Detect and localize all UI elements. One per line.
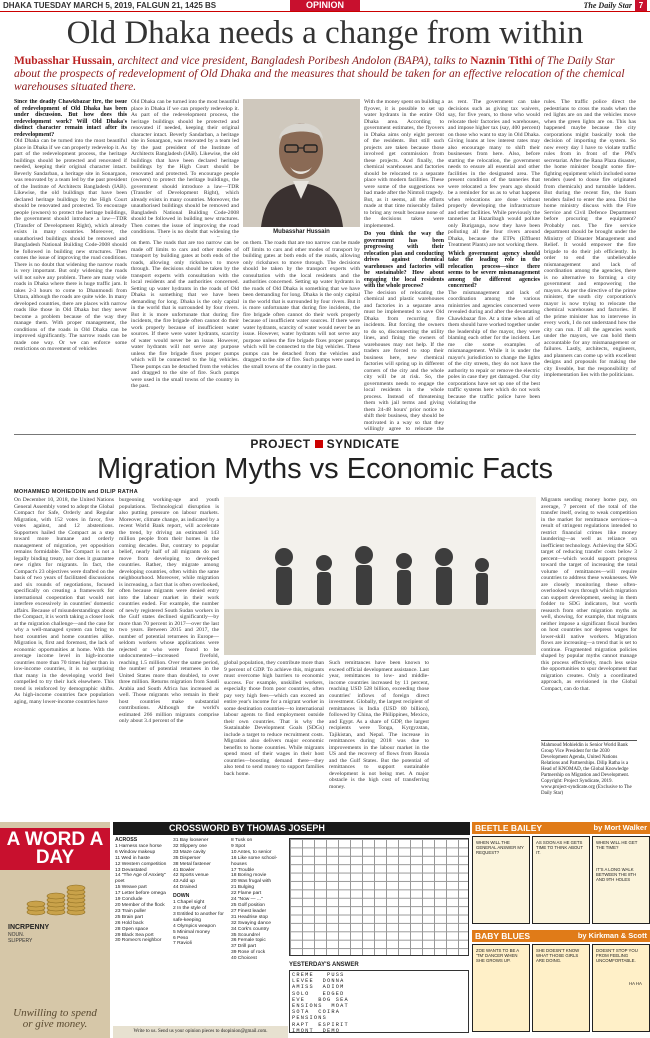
interviewer-name: Naznin Tithi <box>470 55 533 67</box>
question-3: Which government agency should take the leading role in the relocation process—since there seems to be severe mismanagement among the different agencies concerned? <box>448 250 540 289</box>
page-header <box>0 0 650 12</box>
article2-text: global population, they contribute more than 9 percent of GDP. To achieve this, migrants must overcome high barriers to economic success. For example, unskilled workers, especially those from poor countries, often pay very high fees—which can exceed an entire year's income for a migrant worker in some destination countries—to international labour agents to find employment outside their own countries. That is why the Sustainable Development Goals (SDGs) include a target to reduce recruitment costs. Migration also delivers major economic benefits to home countries. While migrants spend most of their wages in their host countries—boosting demand there—they also tend to send money to support families back home. <box>224 660 324 777</box>
comic-title-bar <box>472 822 650 834</box>
migration-illustration <box>224 497 536 655</box>
comic-panel-1 <box>472 944 530 1032</box>
answer-text: on them. The roads that are too narrow can be made off limits to cars and other modes of transport by building gates at both ends of the roads, allowing only rickshaws to move through. The decisions should be taken by the transport experts with consultation with the local residents and the authorities concerned. Setting up water hydrants in the roads of Old Dhaka is something that we have been demanding for long. Dhaka is the only capital in the world that is surrounded by four rivers. But it is more unfortunate that during fire incidents, the fire brigade often cannot do their work properly because of insufficient water sources. If there were water hydrants, scarcity of water would never be an issue. However, water hydrants will not serve any purpose unless the fire brigade fixes proper pumps which will be connected to the big vehicles. These pumps can be detached from the vehicles and dragged to the site of fire. Such pumps were used in the small towns of the country in the past. <box>131 240 239 389</box>
coin-stack-icon <box>22 872 88 920</box>
dateline: DHAKA TUESDAY MARCH 5, 2019, FALGUN 21, 1425 BS <box>3 1 217 10</box>
baby-blues-comic <box>472 930 650 1035</box>
word-a-day-box <box>0 822 110 1038</box>
interviewee-name: Mubasshar Hussain <box>14 55 112 67</box>
crossword-grid[interactable] <box>289 838 469 956</box>
masthead-logo: The Daily Star <box>583 1 632 10</box>
question-1: Since the deadly Chawkbazar fire, the issue of redevelopment of Old Dhaka has been under discussion. But how does this redevelopment work? Will Old Dhaka's distinct character remain intact after its redevelopment? <box>14 99 127 138</box>
word-slogan: Unwilling to spend or give money. <box>13 1007 97 1030</box>
deck-text: of The Daily Star about the prospects of redevelopment of Old Dhaka and the measures that should be taken for an effective relocation of the chemical warehouses situated there. <box>14 55 625 93</box>
article2-column-4 <box>329 660 429 817</box>
article2-text: Migrants sending money home pay, on average, 7 percent of the total of the transfer itself, owing to weak competition in the market for remittance services—a result of stringent regulations intended to restrict financial crimes like money laundering—as well as reliance on inefficient technology. Achieving the SDG target of reducing transfer costs below 3 percent—which would support progress toward the target of increasing the total volume of remittances—will require countries to address these weaknesses. We are closely monitoring these often-overlooked ways through which migration can support development, seeing in them fodder to SDG indicators, but worth research from other migration myths as well, showing, for example, that migrants neither impose a significant fiscal burden on host countries nor depress wages for lower-skill native workers. Migration flows are increasing—a trend that is set to continue. Fragmented migration policies shaped by popular myths cannot manage this process effectively, much less seize the opportunities to spur development that migration creates. Only a coordinated approach, as envisioned in the Global Compact, can do that. <box>541 497 637 692</box>
question-2: Do you think the way the government has been progressing with their relocation plan and conducting drives against chemical warehouses and factories will be sustainable? How about engaging the local residents with the whole process? <box>364 231 444 289</box>
page-number: 7 <box>635 0 647 11</box>
author-note: Mahmoud Mohieldin is Senior World Bank Group Vice President for the 2030 Development Agenda, United Nations Relations and Partnerships. Dilip Ratha is a Head of KNOMAD, the Global Knowledge Partnership on Migration and Development. Copyright: Project Syndicate, 2019. www.project-syndicate.org (Exclusive to The Daily Star) <box>541 740 637 797</box>
speech-bubble: WHEN WILL HE GET THE TIME? <box>596 840 638 850</box>
answer-text: rules. The traffic police direct the pedestrians to cross the roads when the red lights are on and the vehicles move when the green lights are on. This has happened maybe because the city corporations might basically took the decision of importing the system. So now every day I have to violate traffic rules from in front of the PM's secretariat. After the Rana Plaza disaster, the home minister bought some fire-fighting equipment which included some tenders (used to douse fire originated from chemicals) and turntable ladders. But during the recent fire, the foam tenders failed to enter the area. Did the home ministry discuss with the Fire Service and Civil Defence Department before procuring the equipment? Probably not. The fire service department should be brought under the Ministry of Disaster Management and Relief. It would empower the fire brigade to do their job efficiently. In order to end the unbelievable mismanagement and lack of coordination among the agencies, there is no alternative to forming a city government and empowering the mayors. As per the directive of the prime minister, the south city corporation's mayor is now trying to relocate the chemical warehouses and factories. If the prime minister has to intervene in every work, I do not understand how the city can run. If all the agencies work under the mayors, we can hold them accountable for any mismanagement or failures. Lastly, architects, engineers, and planners can come up with excellent designs and proposals for making the city liveable, but the responsibility of implementation lies with the politicians. <box>544 99 636 378</box>
comic-panel-2 <box>532 836 590 924</box>
speech-bubble: SHE DOESN'T KNOW WHAT THOSE GIRLS ARE DOING. <box>536 948 580 963</box>
deck-text: , architect and vice president, Bangladesh Poribesh Andolon (BAPA), talks to <box>111 55 471 67</box>
speech-bubble: DOESN'T STOP YOU FROM FEELING UNCOMFORTABLE. <box>596 948 638 963</box>
answer-text: The mismanagement and lack of coordination among the various ministries and agencies concerned were revealed during and after the devastating Chawkbazar fire. At a time when all of them should have worked together under the leadership of the mayor, they were blaming each other for the incident. Let me cite some examples of mismanagement. While it is under the mayor's jurisdiction to change the lights of the city streets, they do not have the authority to repair or remove the electric poles in case they get damaged. Our city corporations have set up one of the best traffic systems here which do not work because the traffic police have been violating the <box>448 289 540 406</box>
clue-list: 31 Bay loosener 32 Slippery one 33 Maze cavity 35 Disperser 38 Metal fastener 41 Bowler 42 Sports venue 43 Add up 44 Drained <box>173 838 211 891</box>
article-column-2a <box>131 240 239 431</box>
clue-list: 1 Harness race horse 6 Window makeup 11 Wed in haste 12 Western competition 13 Devastated 14 "The Age of Anxiety" poet 15 Weave part 17 Letter before omega 19 Conclude 20 Member of the flock 23 Train puller 25 Brain part 26 Hold back 28 Open space 29 Black Sea port 30 Romeo's neighbor <box>115 843 167 944</box>
photo-caption: Mubasshar Hussain <box>273 229 330 235</box>
article-deck <box>14 55 636 94</box>
article-column-2b <box>243 240 360 431</box>
comic-panel-3 <box>592 944 650 1032</box>
yesterday-answer-heading: YESTERDAY'S ANSWER <box>289 962 359 968</box>
clue-list: 1 Chapel sight 2 In the style of 3 Entitled to another for safe-keeping 4 Olympics weapon 5 Minimal money 6 Peso 7 Ravioli <box>173 900 224 947</box>
comic-panel-3 <box>592 836 650 924</box>
article2-text: burgeoning working-age and youth populations. Technological disruption is also putting pressure on labour markets. Moreover, climate change, as indicated by a recent World Bank report, will accelerate the trend, by driving an estimated 143 million people from their homes in the coming decades. But, contrary to popular belief, nearly half of all migrants do not move from developing to developed countries. Rather, they migrate among developing countries, often within the same neighbourhood. Moreover, while migration is increasing, a fact that is often overlooked, often because migrants were denied entry into the labour market in their work countries ended. For example, the number of newly registered South Sudan workers in the Gulf states declined significantly—by more than 70 percent in 2017—over the last two years. Between 2015 and 2017, the number of potential returnees in Europe—seldom workers whose applications were rejected or who were found to be undocumented—increased fivefold, reaching 1.5 million. Over the same period, the number of potential returnees in the United States more than doubled, to over three million. Returns migration from Saudi Arabia and South Africa has increased as well. Those migrants who remain in their host countries make substantial contributions. Although the world's estimated 266 million migrants comprise only about 3.4 percent of the <box>119 497 219 724</box>
answer-text: The decision of relocating the chemical and plastic warehouses and factories in a separate area must be implemented to save Old Dhaka from recurring fire incidents. But forcing the owners to do so, disconnecting the utility lines, and fining the owners of warehouses may not help. If the traders are forced to stop their business here, new chemical factories will spring up in different corners of the city and the whole city will be at risk. So, the governments needs to engage the local residents in the whole process. Instead of threatening them with jail terms and giving them 24-48 hours' prior notice to shift their business, they should be motivated in a way so that they willingly agree to relocate the <box>364 289 444 431</box>
yesterday-answer-grid: CREME PUSS LEVEE DONNA AMISS ADIOM SOLO EDGED EVE BOG SEA ENSIONS MOAT SOTA COIRA PENSIONS RAPT ESPIRIT IMONT DEMO <box>289 970 469 1033</box>
down-clues <box>231 838 288 962</box>
syndicate-square-icon <box>315 440 323 448</box>
section-divider <box>14 434 636 435</box>
author-photo <box>243 99 360 227</box>
word-definition: NOUN. SLIPPERY <box>8 932 33 944</box>
article-column-5 <box>544 99 636 431</box>
article-column-2-top <box>131 99 239 237</box>
comic-title: BEETLE BAILEY <box>475 823 543 833</box>
article-headline: Old Dhaka needs a change from within <box>66 15 584 51</box>
article2-text: On December 10, 2018, the United Nations General Assembly voted to adopt the Global Compact for Safe, Orderly and Regular Migration, with 152 votes in favor, five votes against, and 12 abstentions. Supporters hailed the Compact as a step toward more humane and orderly management of migration, yet opposition remains formidable. The Compact is not a legally binding treaty, nor does it guarantee new rights for migrants. In fact, the Compact's 23 objectives were drafted on the basis of two years of facilitated discussions and six rounds of negotiations, focused specifically on creating a framework for international cooperation that would not interfere excessively in countries' domestic affairs. Because of misunderstandings about the Compact, it is worth taking a closer look at the migration challenge—and the case for why a well-managed system can bring to host countries and home countries alike. Migration is, first and foremost, the lack of economic opportunities at home. With the average income level in high-income countries more than 70 times higher than in low-income countries, it is no surprising that many in the developing world feel compelled to try their luck elsewhere. This trend is reinforced by demographic shifts. As high-income countries face population aging, many lower-income countries have <box>14 497 114 705</box>
across-clues <box>115 838 171 944</box>
comic-title: BABY BLUES <box>475 931 531 941</box>
comic-author: by Kirkman & Scott <box>577 931 647 940</box>
speech-bubble: WHEN WILL THE GENERAL ANSWER MY REQUEST? <box>476 840 524 855</box>
comic-panel-2 <box>532 944 590 1032</box>
comic-author: by Mort Walker <box>593 823 647 832</box>
submission-note: Write to us. Send us your opinion pieces to dsopinion@gmail.com. <box>113 1026 288 1038</box>
clue-list: 8 Tusk on 9 Spot 10 Antes, to senior 16 Like some school-houses 17 Trouble 18 Boring movie 20 Was frugal with 21 Bulging 22 Flame part 24 "Now — ..." 25 Golf position 27 Finest leader 31 Headrise stop 32 Swaying dance 34 Cork's country 35 Scoundrel 36 Female topic 37 Drill part 39 Rose of rock 40 Choicest <box>231 838 278 962</box>
across-clues-2 <box>173 838 229 947</box>
down-heading: DOWN <box>173 893 190 900</box>
answer-text: on them. The roads that are too narrow can be made off limits to cars and other modes of transport by building gates at both ends of the roads, allowing only rickshaws to move through. The decisions should be taken by the transport experts with consultation with the local residents and the authorities concerned. Setting up water hydrants in the roads of Old Dhaka is something that we have been demanding for long. Dhaka is the only capital in the world that is surrounded by four rivers. But it is more unfortunate that during fire incidents, the fire brigade often cannot do their work properly because of insufficient water sources. If there were water hydrants, scarcity of water would never be an issue. However, water hydrants will not serve any purpose unless the fire brigade fixes proper pumps which will be connected to the big vehicles. These pumps can be detached from the vehicles and dragged to the site of fire. Such pumps were used in the small towns of the country in the past. <box>243 240 360 370</box>
featured-word: INCRPENNY <box>8 924 50 931</box>
article2-column-1 <box>14 497 114 817</box>
article-column-3 <box>364 99 444 431</box>
project-syndicate-logo <box>0 437 650 451</box>
illustration-image <box>224 497 536 655</box>
speech-bubble: IT'S A LONG WALK BETWEEN THE 8TH AND 9TH HOLES <box>596 867 637 882</box>
speech-bubble: AS SOON AS HE GETS TIME TO THINK ABOUT IT. <box>536 840 583 855</box>
syndicate-right: SYNDICATE <box>326 437 400 451</box>
article2-column-5 <box>541 497 637 737</box>
comic-panel-1 <box>472 836 530 924</box>
article2-headline: Migration Myths vs Economic Facts <box>96 453 554 485</box>
article-column-1 <box>14 99 127 431</box>
beetle-bailey-comic <box>472 822 650 927</box>
syndicate-left: PROJECT <box>250 437 311 451</box>
section-label: OPINION <box>290 0 360 11</box>
article-column-4 <box>448 99 540 431</box>
across-heading: ACROSS <box>115 837 138 843</box>
portrait-image <box>243 99 360 227</box>
comic-title-bar <box>472 930 650 942</box>
speech-bubble: HA HA <box>629 981 642 986</box>
answer-text: Old Dhaka can be turned into the most beautiful place in Dhaka if we can properly redevelop it. As part of the redevelopment process, the heritage buildings should be protected and renovated if needed, keeping their original character intact. Beverly Sandarban, a heritage site in Sonargaon, was renovated by a team led by the past president of the Institute of Architects Bangladesh (IAB). Likewise, the old buildings that have been declared heritage buildings by the High Court should be renovated and protected. To encourage people (owners) to protect the heritage buildings, the government should introduce a law—TDR (Transfer of Development Right), which already exists in many countries. Moreover, the unauthorised buildings should be removed and Bangladesh National Building Code-2008 should be followed in building new structures. Then comes the issue of improving the road conditions. There is no doubt that widening the narrow roads is very important. But only widening the roads will not solve any problem. There are many wide roads in Dhaka where there is huge traffic jam. It takes 2-3 hours to come to Dhanmondi from Uttara, although the roads are quite wide. In many developed countries, there are places with narrow roads like those in Old Dhaka but they never become a problem because of the way they manage them. With proper management, the conditions of the roads in Old Dhaka can be improved significantly. The narrow roads can be made one way. Or we can enforce some restrictions on movement of vehicles <box>14 138 127 352</box>
article2-column-2 <box>119 497 219 817</box>
byline: MOHAMMED MOHIEDDIN and DILIP RATHA <box>14 489 138 495</box>
speech-bubble: ZOE WANTS TO BE A 'TM' DANCER WHEN SHE GROWS UP. <box>476 948 519 963</box>
article2-column-3 <box>224 660 324 817</box>
answer-text: Old Dhaka can be turned into the most beautiful place in Dhaka if we can properly redevelop it. As part of the redevelopment process, the heritage buildings should be protected and renovated if needed, keeping their original character intact. Beverly Sandarban, a heritage site in Sonargaon, was renovated by a team led by the past president of the Institute of Architects Bangladesh (IAB). Likewise, the old buildings that have been declared heritage buildings by the High Court should be renovated and protected. To encourage people (owners) to protect the heritage buildings, the government should introduce a law—TDR (Transfer of Development Right), which already exists in many countries. Moreover, the unauthorised buildings should be removed and Bangladesh National Building Code-2008 should be followed in building new structures. Then comes the issue of improving the road conditions. There is no doubt that widening the <box>131 99 239 235</box>
crossword-panel <box>113 822 470 1038</box>
answer-text: as rent. The government can take decisions such as giving tax waivers, say, for five years, to those who would relocate their factories and warehouses, and impose higher tax (say, 400 percent) on those who want to stay in Old Dhaka. Giving loans at low interest rates may also encourage many to shift their businesses from here. Also, before starting the relocation, the government needs to ensure all essential and other facilities in the designated area. The present condition of the tanneries that were relocated a few years ago should be a reminder for us as to what happens when relocations are done without properly developing the infrastructure and other facilities. While previously the tanneries at Hazaribagh would pollute only Buriganga, now they have been polluting all the four rivers around Dhaka, because the ETPs (Effluent Treatment Plants) are not working there. <box>448 99 540 248</box>
crossword-title: CROSSWORD BY THOMAS JOSEPH <box>113 822 470 835</box>
answer-text: With the money spent on building a flyover, it is possible to set up water hydrants in the entire Old Dhaka area. According to government estimates, the flyovers in Dhaka aims only eight percent of the residents. But still such projects are taken because those involved get commission from these projects. And finally, the chemical warehouses and factories should be relocated to a separate place with modern facilities. These were some of the suggestions we had made after the Nimtoli tragedy. But, as it seems, all the efforts made at that time miserably failed to bring any result because none of the decisions taken were implemented. <box>364 99 444 229</box>
article2-text: Such remittances have been known to exceed official development assistance. Last year, remittances to low- and middle-income countries increased by 11 percent, reaching USD 528 billion, exceeding those countries' inflows of foreign direct investment. Globally, the largest recipient of remittances is India (USD 80 billion), followed by China, the Philippines, Mexico, and Egypt. As a share of GDP, the largest recipients were Tonga, Kyrgyzstan, Tajikistan, and Nepal. The increase in remittances during 2018 was due to improvements in the labour market in the US and the recovery of flows from Russia and the Gulf States. But the potential of remittances to support sustainable development is not being met. A major obstacle is the high cost of transferring money. <box>329 660 429 790</box>
word-a-day-title: A WORD A DAY <box>0 828 110 870</box>
